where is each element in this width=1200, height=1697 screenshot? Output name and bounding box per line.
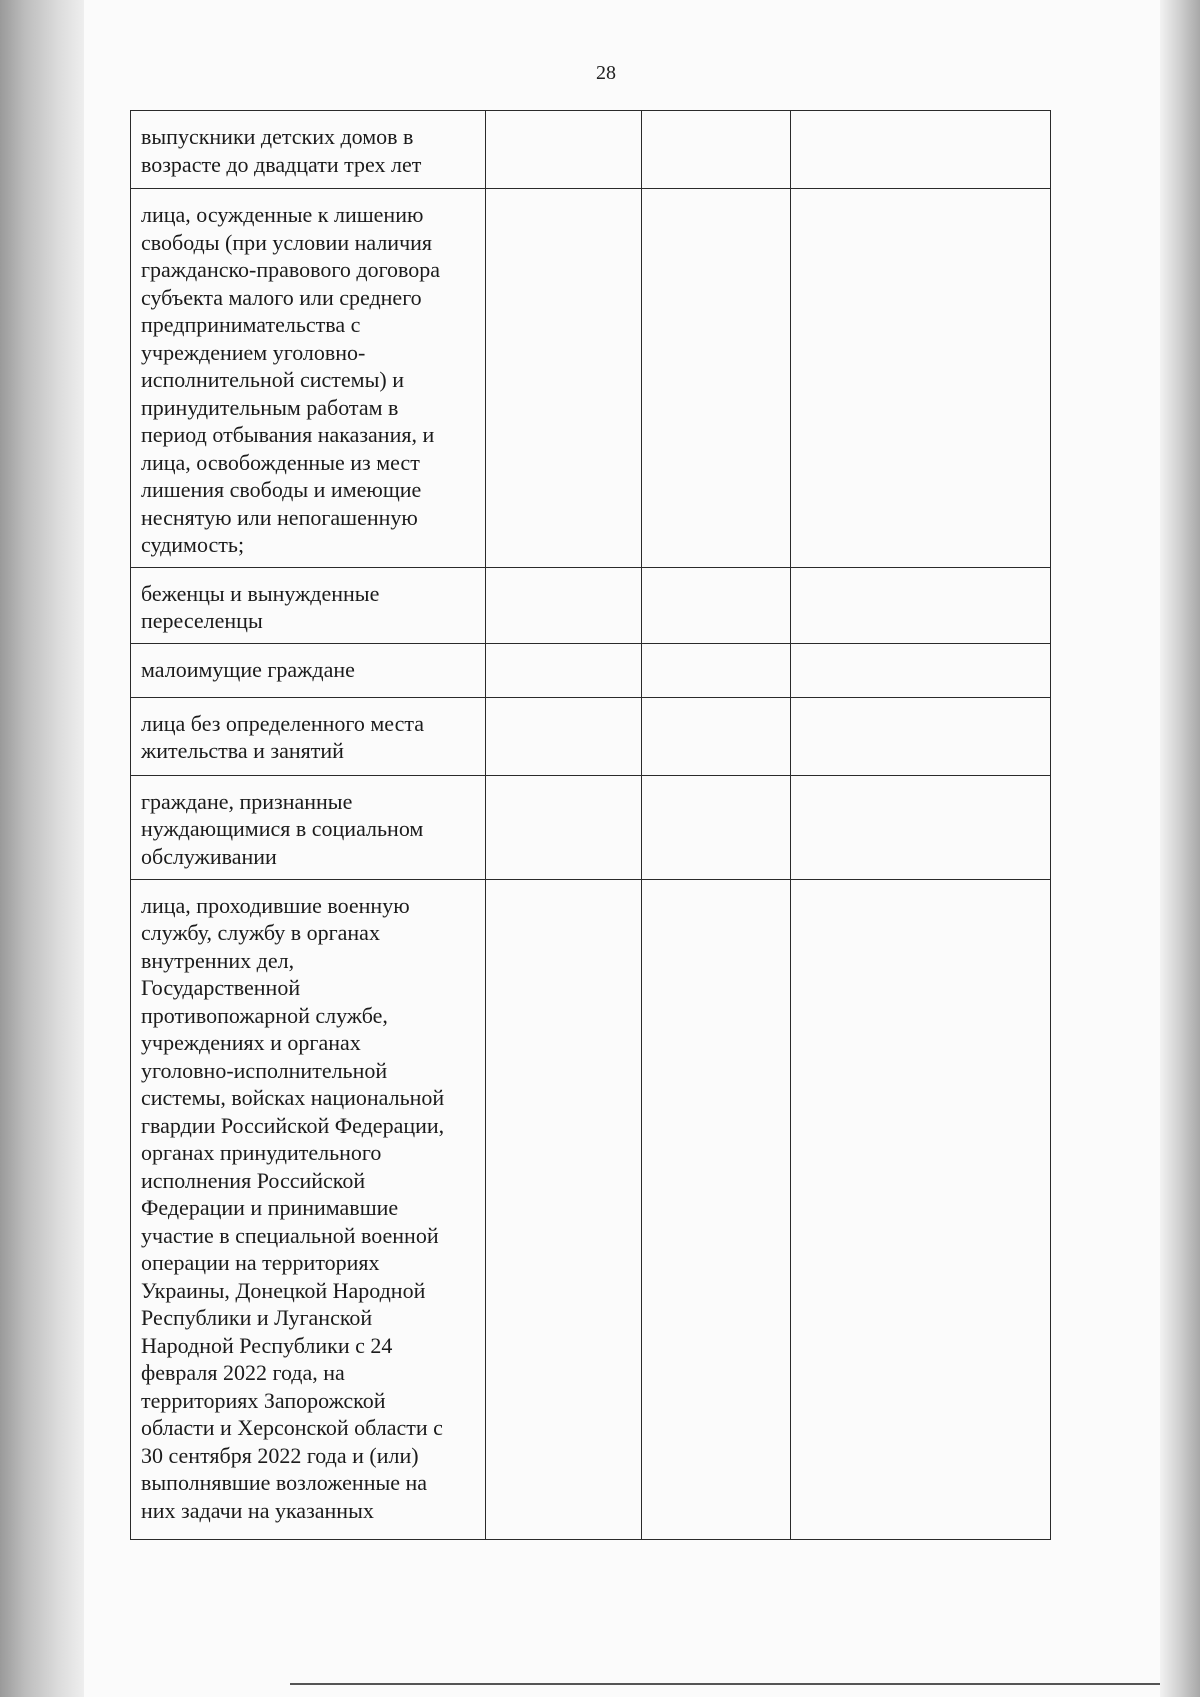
empty-cell <box>486 775 642 879</box>
empty-cell <box>642 879 791 1539</box>
row-label: лица без определенного места жительства и занятий <box>141 710 425 763</box>
empty-cell <box>791 879 1051 1539</box>
row-label: лица, проходившие военную службу, службу в органах внутренних дел, Государственной противопожарной службе, учреждениях и органах уголовно-исполнительной системы, войсках национальной гвардии Российской Федерации, органах принудительного исполнения Российской Федерации и принимавшие участие в специальной военной операции на территориях Украины, Донецкой Народной Республики и Луганской Народной Республики с 24 февраля 2022 года, на территориях Запорожской области и Херсонской области с 30 сентября 2022 года и (или) выполнявшие возложенные на них задачи на указанных <box>141 892 445 1523</box>
table-row <box>131 111 1051 189</box>
row-label-cell <box>131 111 486 189</box>
row-label-cell <box>131 775 486 879</box>
empty-cell <box>791 567 1051 643</box>
row-label: беженцы и вынужденные переселенцы <box>141 580 380 633</box>
table-row <box>131 189 1051 568</box>
empty-cell <box>486 697 642 775</box>
scan-bottom-edge <box>290 1683 1160 1685</box>
scan-edge-left <box>0 0 84 1697</box>
row-label-cell <box>131 567 486 643</box>
row-label-cell <box>131 189 486 568</box>
row-label: выпускники детских домов в возрасте до двадцати трех лет <box>141 124 422 177</box>
row-label: граждане, признанные нуждающимися в социальном обслуживании <box>141 788 424 869</box>
table-row <box>131 567 1051 643</box>
scan-edge-right <box>1160 0 1200 1697</box>
empty-cell <box>486 643 642 697</box>
table-row <box>131 775 1051 879</box>
page-number: 28 <box>596 62 616 84</box>
empty-cell <box>642 775 791 879</box>
empty-cell <box>791 697 1051 775</box>
empty-cell <box>486 879 642 1539</box>
row-label: лица, осужденные к лишению свободы (при условии наличия гражданско-правового договора субъекта малого или среднего предпринимательства с учреждением уголовно- исполнительной системы) и принудительным работам в период отбывания наказания, и лица, освобожденные из мест лишения свободы и имеющие неснятую или непогашенную судимость; <box>141 202 441 557</box>
row-label: малоимущие граждане <box>141 656 355 682</box>
empty-cell <box>486 111 642 189</box>
empty-cell <box>642 643 791 697</box>
empty-cell <box>642 111 791 189</box>
empty-cell <box>642 697 791 775</box>
empty-cell <box>486 189 642 568</box>
row-label-cell <box>131 697 486 775</box>
table-row <box>131 879 1051 1539</box>
document-table <box>130 110 1051 1540</box>
empty-cell <box>791 775 1051 879</box>
row-label-cell <box>131 879 486 1539</box>
empty-cell <box>486 567 642 643</box>
empty-cell <box>642 567 791 643</box>
row-label-cell <box>131 643 486 697</box>
empty-cell <box>791 643 1051 697</box>
empty-cell <box>791 111 1051 189</box>
table-row <box>131 697 1051 775</box>
table-row <box>131 643 1051 697</box>
empty-cell <box>642 189 791 568</box>
empty-cell <box>791 189 1051 568</box>
